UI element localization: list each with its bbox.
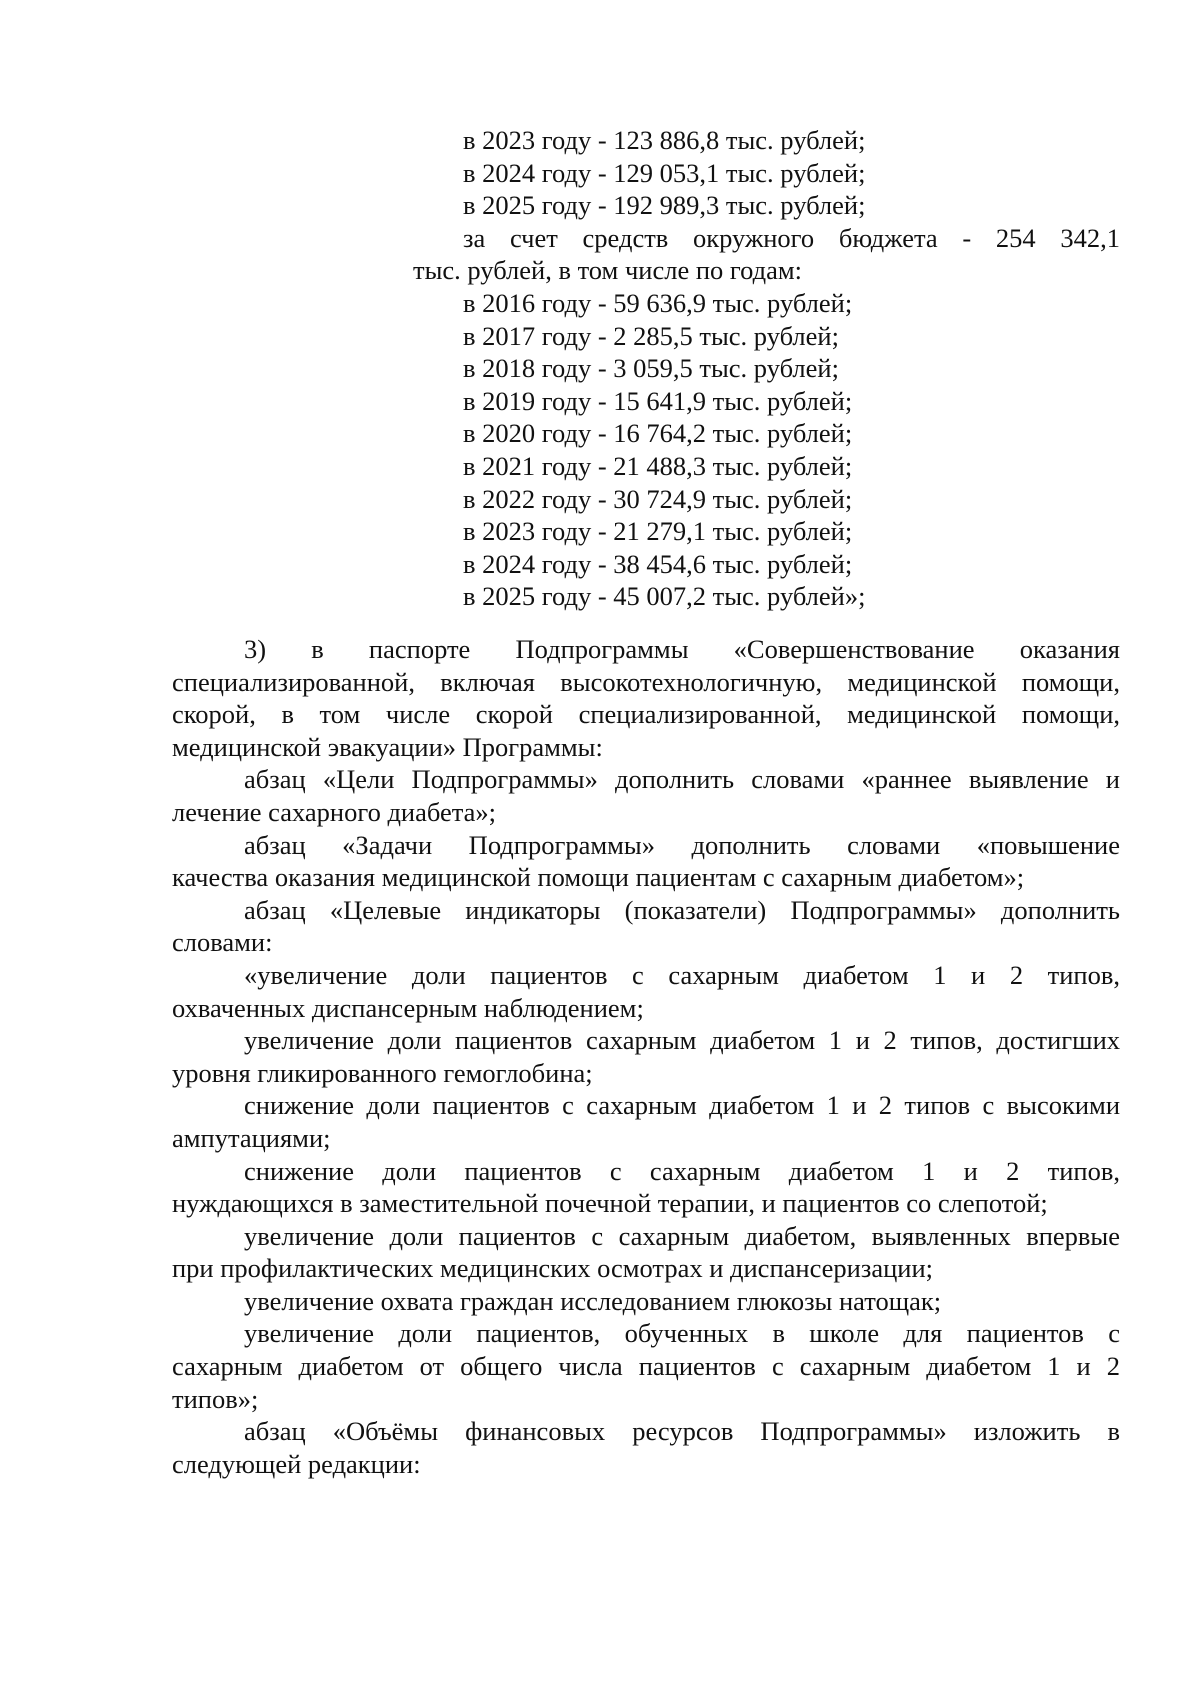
text-line: словами: [172, 927, 273, 958]
text-line: скорой, в том числе скорой специализированной, медицинской помощи, [172, 699, 1120, 730]
okrug-word: счет [509, 222, 558, 253]
text-line: при профилактических медицинских осмотрах и диспансеризации; [172, 1253, 933, 1284]
funding-line: в 2023 году - 21 279,1 тыс. рублей; [463, 516, 853, 547]
text-line: нуждающихся в заместительной почечной терапии, и пациентов со слепотой; [172, 1188, 1048, 1219]
funding-line: в 2023 году - 123 886,8 тыс. рублей; [463, 125, 866, 155]
okrug-word: - [962, 222, 972, 253]
text-line: увеличение доли пациентов, обученных в школе для пациентов с [244, 1318, 1120, 1349]
text-line: уровня гликированного гемоглобина; [172, 1057, 593, 1088]
text-line: следующей редакции: [172, 1448, 421, 1479]
text-line: абзац «Задачи Подпрограммы» дополнить словами «повышение [244, 829, 1120, 860]
text-line: типов»; [172, 1383, 259, 1414]
text-line: ампутациями; [172, 1122, 331, 1153]
okrug-word: за [463, 222, 486, 253]
text-line: абзац «Цели Подпрограммы» дополнить словами «раннее выявление и [244, 764, 1120, 795]
funding-line: в 2021 году - 21 488,3 тыс. рублей; [463, 450, 853, 481]
okrug-budget-continuation: тыс. рублей, в том числе по годам: [413, 255, 802, 286]
funding-line: в 2016 году - 59 636,9 тыс. рублей; [463, 287, 853, 318]
okrug-budget-line [413, 222, 1120, 255]
amendment-text-block [172, 633, 1120, 1480]
okrug-word: средств [582, 222, 669, 253]
okrug-word: 342,1 [1060, 222, 1120, 253]
funding-line: в 2017 году - 2 285,5 тыс. рублей; [463, 320, 839, 351]
text-line: медицинской эвакуации» Программы: [172, 731, 603, 762]
text-line: увеличение доли пациентов с сахарным диабетом, выявленных впервые [244, 1220, 1120, 1251]
funding-line: в 2024 году - 129 053,1 тыс. рублей; [463, 157, 866, 188]
text-line: увеличение охвата граждан исследованием глюкозы натощак; [244, 1285, 942, 1316]
text-line: качества оказания медицинской помощи пациентам с сахарным диабетом»; [172, 862, 1025, 893]
funding-line: в 2022 году - 30 724,9 тыс. рублей; [463, 483, 853, 514]
text-line: абзац «Целевые индикаторы (показатели) Подпрограммы» дополнить [244, 894, 1120, 925]
text-line: сахарным диабетом от общего числа пациентов с сахарным диабетом 1 и 2 [172, 1351, 1120, 1382]
text-line: «увеличение доли пациентов с сахарным диабетом 1 и 2 типов, [244, 959, 1120, 990]
funding-line: в 2025 году - 45 007,2 тыс. рублей»; [463, 581, 866, 612]
okrug-word: бюджета [838, 222, 938, 253]
funding-line: в 2018 году - 3 059,5 тыс. рублей; [463, 353, 839, 384]
text-line: охваченных диспансерным наблюдением; [172, 992, 644, 1023]
text-line: 3) в паспорте Подпрограммы «Совершенствование оказания [244, 634, 1120, 664]
text-line: абзац «Объёмы финансовых ресурсов Подпрограммы» изложить в [244, 1416, 1120, 1447]
okrug-word: 254 [995, 222, 1036, 253]
funding-line: в 2024 году - 38 454,6 тыс. рублей; [463, 548, 853, 579]
funding-by-years-block [413, 124, 1120, 613]
text-line: увеличение доли пациентов сахарным диабетом 1 и 2 типов, достигших [244, 1025, 1120, 1056]
funding-line: в 2020 году - 16 764,2 тыс. рублей; [463, 418, 853, 449]
okrug-word: окружного [693, 222, 815, 253]
text-line: снижение доли пациентов с сахарным диабетом 1 и 2 типов с высокими [244, 1090, 1120, 1121]
funding-line: в 2019 году - 15 641,9 тыс. рублей; [463, 385, 853, 416]
text-line: специализированной, включая высокотехнологичную, медицинской помощи, [172, 666, 1120, 697]
text-line: лечение сахарного диабета»; [172, 796, 497, 827]
funding-line: в 2025 году - 192 989,3 тыс. рублей; [463, 190, 866, 221]
text-line: снижение доли пациентов с сахарным диабетом 1 и 2 типов, [244, 1155, 1120, 1186]
